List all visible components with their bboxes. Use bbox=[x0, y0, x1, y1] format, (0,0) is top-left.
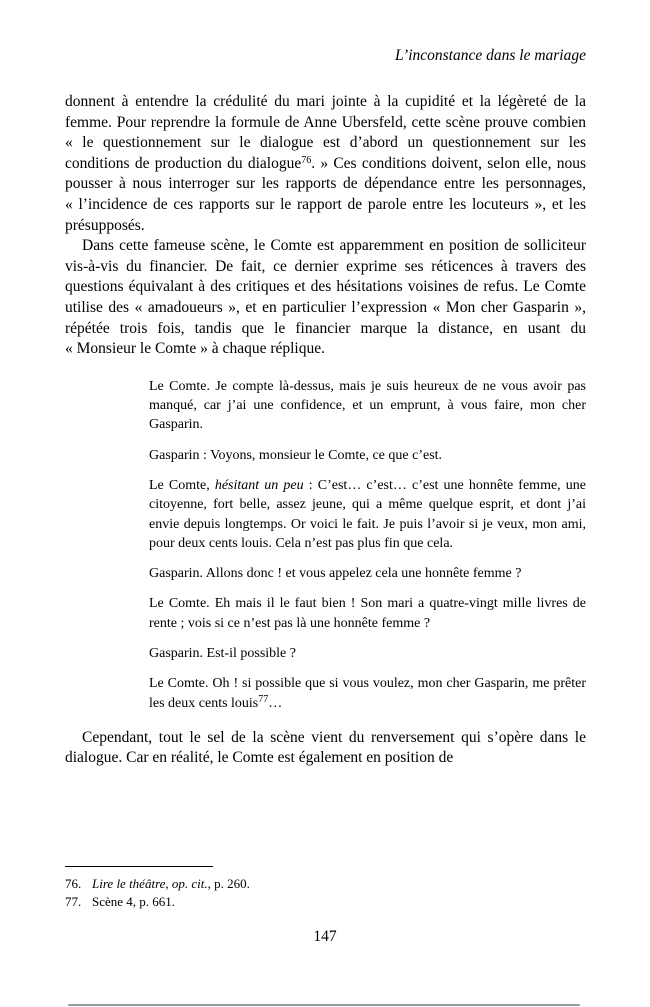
footnote-ref-76: 76 bbox=[301, 154, 312, 166]
quote-7-text: Le Comte. Oh ! si possible que si vous voulez, mon cher Gasparin, me prêter les deux cents louis bbox=[149, 676, 586, 711]
quote-3-stage-direction: hésitant un peu bbox=[214, 477, 304, 493]
footnote-77-number: 77. bbox=[65, 893, 82, 909]
footnotes bbox=[65, 866, 586, 910]
quote-paragraph-2: Gasparin : Voyons, monsieur le Comte, ce que c’est. bbox=[149, 447, 443, 463]
closing-paragraph: Cependant, tout le sel de la scène vient du renversement qui s’opère dans le dialogue. Car en réalité, le Comte est également en position de bbox=[65, 728, 586, 767]
footnote-76 bbox=[65, 875, 586, 893]
running-head bbox=[65, 46, 586, 66]
paragraph-1 bbox=[65, 92, 586, 236]
paragraph-2: Dans cette fameuse scène, le Comte est apparemment en position de solliciteur vis-à-vis du financier. De fait, ce dernier exprime ses réticences à travers des questions équivalant à des critiques et des hésitations voisines de refus. Le Comte utilise des « amadoueurs », et en particulier l’expression « Mon cher Gasparin », répétée trois fois, tandis que le financier marque la distance, en usant du « Monsieur le Comte » à chaque réplique. bbox=[65, 237, 586, 358]
quote-paragraph-5: Le Comte. Eh mais il le faut bien ! Son mari a quatre-vingt mille livres de rente ; vois si ce n’est pas là une honnête femme ? bbox=[149, 596, 586, 631]
footnote-76-page-ref: , p. 260. bbox=[207, 876, 250, 891]
quote-3-speaker: Le Comte, bbox=[149, 477, 215, 493]
page-number: 147 bbox=[313, 928, 337, 945]
footnote-separator bbox=[65, 866, 213, 867]
footnote-77 bbox=[65, 893, 586, 911]
quote-paragraph-6: Gasparin. Est-il possible ? bbox=[149, 645, 296, 661]
block-quote bbox=[149, 377, 586, 713]
quote-paragraph-4: Gasparin. Allons donc ! et vous appelez cela une honnête femme ? bbox=[149, 566, 522, 582]
paragraph-1-text-after: . » Ces conditions doivent, selon elle, nous pousser à nous interroger sur les rapports de dépendance entre les personnages, « l’incidence de ces rapports sur le rapport de parole entre les locuteurs », et les présupposés. bbox=[65, 154, 586, 234]
footnote-76-work-title: Lire le théâtre, op. cit. bbox=[92, 876, 208, 891]
quote-paragraph-3 bbox=[149, 476, 586, 553]
page-edge-shadow bbox=[68, 1004, 580, 1006]
footnote-77-text: Scène 4, p. 661. bbox=[92, 893, 176, 909]
quote-paragraph-7 bbox=[149, 674, 586, 713]
quote-paragraph-1: Le Comte. Je compte là-dessus, mais je suis heureux de ne vous avoir pas manqué, car j’ai une confidence, et un emprunt, à vous faire, mon cher Gasparin. bbox=[149, 378, 586, 433]
footnote-76-number: 76. bbox=[65, 876, 82, 891]
footnote-76-text bbox=[92, 875, 586, 893]
paragraph-1-text: donnent à entendre la crédulité du mari jointe à la cupidité et la légèreté de la femme. Pour reprendre la formule de Anne Ubersfeld, cette scène prouve combien « le questionnement sur le dialogue est d’abord un questionnement sur les conditions de production du dialogue bbox=[65, 93, 586, 172]
body-text bbox=[65, 92, 586, 769]
footnote-ref-77: 77 bbox=[258, 693, 269, 705]
quote-3-text: : C’est… c’est… c’est une honnête femme, une citoyenne, fort belle, assez jeune, qui a même quelque esprit, et dont j’ai envie depuis longtemps. Or voici le fait. Je puis l’avoir si je veux, mon ami, pour deux cents louis. Cela n’est pas plus fin que cela. bbox=[149, 477, 586, 551]
running-head-title: L’inconstance dans le mariage bbox=[395, 47, 586, 64]
quote-7-text-after: … bbox=[268, 695, 283, 711]
